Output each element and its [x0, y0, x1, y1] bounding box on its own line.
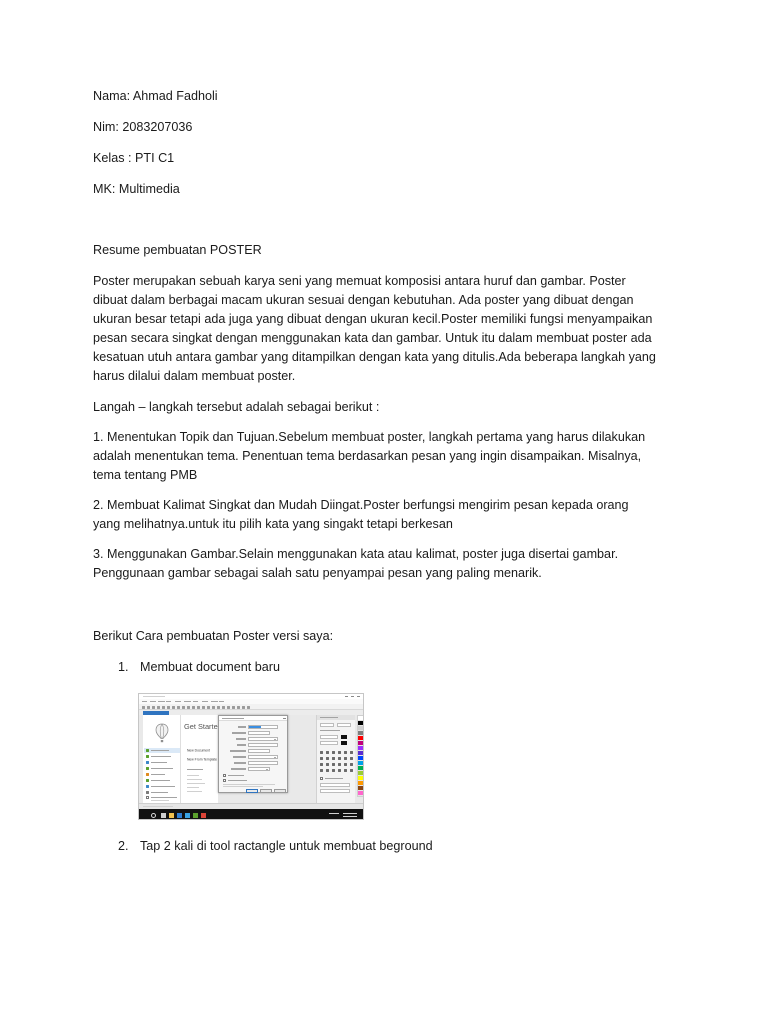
- welcome-navigation-panel: [143, 715, 181, 803]
- system-tray: [329, 813, 339, 814]
- property-field: [320, 723, 334, 727]
- property-tool-icon: [344, 757, 347, 760]
- paragraph-line: ukuran besar tetapi ada juga yang dibuat dengan ukuran kecil.Poster memiliki fungsi menyampaikan: [93, 312, 653, 326]
- edge-browser-icon: [177, 813, 182, 818]
- dropdown-arrow-icon: [274, 739, 276, 740]
- property-field: [320, 789, 350, 793]
- sidebar-item-label: [151, 780, 170, 781]
- always-show-checkbox-label: [151, 797, 177, 798]
- coreldraw-app-icon: [193, 813, 198, 818]
- dialog-description: [223, 784, 275, 785]
- always-show-checkbox: [146, 796, 149, 799]
- menu-item: [175, 701, 181, 702]
- toolbar-icon: [157, 706, 160, 709]
- intro-paragraph: [93, 272, 656, 386]
- field-label: [237, 744, 246, 745]
- sidebar-item-label: [151, 756, 171, 757]
- field-input: [248, 743, 278, 747]
- student-class: Kelas : PTI C1: [93, 151, 175, 165]
- checkbox-label: [228, 775, 244, 776]
- date-text: [343, 816, 357, 817]
- section-checkbox: [320, 777, 323, 780]
- window-title-text: [143, 696, 165, 697]
- toolbar-icon: [142, 706, 145, 709]
- toolbar-icon: [172, 706, 175, 709]
- menu-item: [202, 701, 208, 702]
- paragraph-line: yang melihatnya.untuk itu pilih kata yang singakt tetapi berkesan: [93, 517, 453, 531]
- property-tool-icon: [326, 757, 329, 760]
- property-tool-icon: [326, 769, 329, 772]
- new-from-template-link: New From Template: [187, 757, 218, 762]
- field-label: [236, 738, 246, 739]
- sidebar-item-label: [151, 768, 173, 769]
- toolbar-icon: [152, 706, 155, 709]
- toolbar-icon: [227, 706, 230, 709]
- clock-text: [343, 813, 357, 814]
- outline-color-swatch: [341, 741, 347, 745]
- menu-item: [142, 701, 147, 702]
- property-tool-icon: [332, 763, 335, 766]
- sidebar-item-label: [151, 750, 169, 751]
- chrome-app-icon: [201, 813, 206, 818]
- toolbar-icon: [177, 706, 180, 709]
- sidebar-item-icon: [146, 791, 149, 794]
- toolbar-icon: [182, 706, 185, 709]
- docker-header: [317, 715, 355, 720]
- property-tool-icon: [350, 757, 353, 760]
- fill-color-swatch: [341, 735, 347, 739]
- sidebar-item-icon: [146, 755, 149, 758]
- property-field: [337, 723, 351, 727]
- step-paragraph: [93, 545, 618, 583]
- paragraph-line: 1. Menentukan Topik dan Tujuan.Sebelum membuat poster, langkah pertama yang harus dilakukan: [93, 430, 646, 444]
- windows-start-icon: [142, 813, 147, 818]
- toolbar-icon: [147, 706, 150, 709]
- property-field: [320, 783, 350, 787]
- sidebar-item-label: [151, 762, 167, 763]
- menu-item: [166, 701, 171, 702]
- status-text: [143, 806, 173, 807]
- paragraph-line: Penggunaan gambar sebagai salah satu penyampai pesan yang paling menarik.: [93, 566, 542, 580]
- field-input: [248, 755, 278, 759]
- field-label: [231, 768, 246, 769]
- paragraph-line: tema tentang PMB: [93, 468, 198, 482]
- property-field: [320, 741, 338, 745]
- cancel-button: [260, 789, 272, 793]
- property-tool-icon: [332, 751, 335, 754]
- checkbox: [223, 774, 226, 777]
- close-icon: [357, 696, 360, 698]
- property-tool-icon: [326, 751, 329, 754]
- toolbar-icon: [222, 706, 225, 709]
- sidebar-item-icon: [146, 773, 149, 776]
- welcome-content-area: [181, 715, 218, 803]
- search-icon: [151, 813, 156, 818]
- field-label: [238, 726, 246, 727]
- color-palette: [357, 715, 363, 797]
- paragraph-line: pesan secara singkat dengan menggunakan kata dan gambar. Untuk itu dalam membuat poster ada: [93, 331, 652, 345]
- recent-file-item: [187, 775, 199, 776]
- menu-item: [211, 701, 218, 702]
- toolbar-icon: [242, 706, 245, 709]
- menu-item: [193, 701, 198, 702]
- balloon-logo-icon: [155, 723, 169, 744]
- paragraph-line: kesatuan utuh antara gambar yang ditampilkan dengan kata yang ditulis.Ada beberapa langkah yang: [93, 350, 656, 364]
- field-input: [248, 749, 270, 753]
- menu-item: [184, 701, 191, 702]
- property-tool-icon: [344, 763, 347, 766]
- dropdown-arrow-icon: [274, 757, 276, 758]
- sidebar-item-icon: [146, 749, 149, 752]
- list-item-number: 1.: [118, 660, 129, 674]
- help-button: [274, 789, 286, 793]
- course-name: MK: Multimedia: [93, 182, 180, 196]
- property-tool-icon: [320, 763, 323, 766]
- paragraph-line: 3. Menggunakan Gambar.Selain menggunakan kata atau kalimat, poster juga disertai gambar.: [93, 547, 619, 561]
- open-recent-heading: [187, 769, 203, 770]
- property-label: [320, 730, 340, 731]
- toolbar-icon: [187, 706, 190, 709]
- property-tool-icon: [320, 757, 323, 760]
- welcome-screen-tab: [143, 711, 169, 715]
- property-tool-icon: [338, 751, 341, 754]
- task-view-icon: [161, 813, 166, 818]
- dialog-close-icon: [283, 718, 286, 720]
- dialog-title-text: [222, 718, 244, 719]
- new-document-link: New Document: [187, 748, 210, 753]
- sidebar-item-icon: [146, 785, 149, 788]
- resume-title: Resume pembuatan POSTER: [93, 243, 262, 257]
- step-paragraph: [93, 428, 645, 485]
- sidebar-item-label: [151, 774, 165, 775]
- recent-file-item: [187, 779, 202, 780]
- toolbar-icon: [167, 706, 170, 709]
- property-tool-icon: [338, 763, 341, 766]
- create-new-document-dialog: [218, 715, 288, 793]
- toolbar-icon: [232, 706, 235, 709]
- list-item-text: Membuat document baru: [140, 660, 281, 674]
- docker-title: [320, 717, 338, 718]
- toolbar-icon: [202, 706, 205, 709]
- file-explorer-icon: [169, 813, 174, 818]
- method-heading: Berikut Cara pembuatan Poster versi saya:: [93, 629, 334, 643]
- windows-taskbar: [139, 809, 363, 820]
- store-icon: [185, 813, 190, 818]
- maximize-icon: [351, 696, 354, 698]
- step-paragraph: [93, 496, 629, 534]
- recent-file-item: [187, 787, 199, 788]
- menu-item: [219, 701, 224, 702]
- paragraph-line: 2. Membuat Kalimat Singkat dan Mudah Diingat.Poster berfungsi mengirim pesan kepada orang: [93, 498, 629, 512]
- properties-docker: [316, 715, 355, 803]
- list-item-text: Tap 2 kali di tool ractangle untuk membuat beground: [140, 839, 433, 853]
- field-selected-text: [249, 726, 261, 728]
- property-tool-icon: [338, 757, 341, 760]
- toolbar-icon: [212, 706, 215, 709]
- sidebar-item-icon: [146, 761, 149, 764]
- field-input: [248, 761, 278, 765]
- sidebar-item-icon: [146, 779, 149, 782]
- field-input: [248, 767, 270, 771]
- toolbar-icon: [217, 706, 220, 709]
- toolbar-icon: [197, 706, 200, 709]
- recent-file-item: [187, 791, 202, 792]
- property-tool-icon: [332, 769, 335, 772]
- property-tool-icon: [350, 769, 353, 772]
- paragraph-line: adalah menentukan tema. Penentuan tema berdasarkan pesan yang ingin disampaikan. Misalnya,: [93, 449, 642, 463]
- toolbar-icon: [247, 706, 250, 709]
- steps-heading: Langah – langkah tersebut adalah sebagai berikut :: [93, 400, 380, 414]
- list-item-number: 2.: [118, 839, 129, 853]
- field-input: [248, 737, 278, 741]
- recent-file-item: [187, 783, 205, 784]
- paragraph-line: Poster merupakan sebuah karya seni yang memuat komposisi antara huruf dan gambar. Poster: [93, 274, 626, 288]
- checkbox: [223, 779, 226, 782]
- field-label: [232, 732, 246, 733]
- property-tool-icon: [350, 751, 353, 754]
- property-tool-icon: [320, 751, 323, 754]
- field-label: [230, 750, 246, 751]
- toolbar-icon: [207, 706, 210, 709]
- toolbar-icon: [192, 706, 195, 709]
- sidebar-item-label: [151, 786, 175, 787]
- property-tool-icon: [326, 763, 329, 766]
- property-tool-icon: [320, 769, 323, 772]
- property-field: [320, 735, 338, 739]
- student-nim: Nim: 2083207036: [93, 120, 193, 134]
- dialog-title-bar: [219, 716, 287, 721]
- menu-item: [158, 701, 165, 702]
- sidebar-item-icon: [146, 767, 149, 770]
- student-name: Nama: Ahmad Fadholi: [93, 89, 218, 103]
- toolbar-icon: [162, 706, 165, 709]
- property-tool-icon: [338, 769, 341, 772]
- field-label: [233, 756, 246, 757]
- field-input: [248, 725, 278, 729]
- paragraph-line: harus dilalui dalam membuat poster.: [93, 369, 296, 383]
- dropdown-arrow-icon: [266, 769, 268, 770]
- coreldraw-screenshot: [138, 693, 364, 820]
- field-input: [248, 731, 270, 735]
- property-tool-icon: [350, 763, 353, 766]
- palette-swatch: [358, 791, 363, 796]
- section-label: [325, 778, 343, 779]
- menu-item: [150, 701, 156, 702]
- toolbar-icon: [237, 706, 240, 709]
- dialog-description: [223, 786, 263, 787]
- field-label: [234, 762, 246, 763]
- always-show-checkbox-label: [151, 800, 169, 801]
- property-tool-icon: [344, 751, 347, 754]
- property-tool-icon: [332, 757, 335, 760]
- sidebar-item-label: [151, 792, 168, 793]
- paragraph-line: dibuat dalam berbagai macam ukuran sesuai dengan kebutuhan. Ada poster yang dibuat dengan: [93, 293, 634, 307]
- ok-button: [246, 789, 258, 793]
- minimize-icon: [345, 696, 348, 698]
- checkbox-label: [228, 780, 247, 781]
- welcome-heading: Get Starte: [184, 722, 218, 731]
- property-tool-icon: [344, 769, 347, 772]
